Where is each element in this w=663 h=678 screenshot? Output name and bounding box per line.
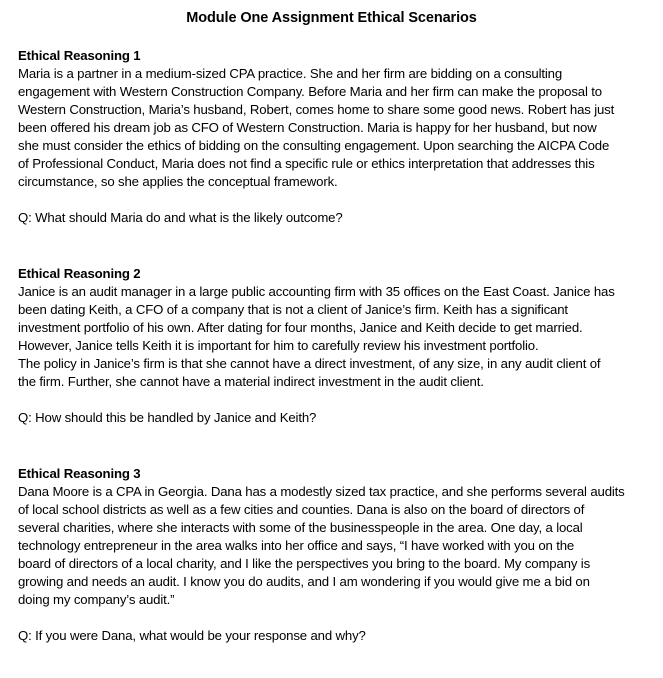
body-line: technology entrepreneur in the area walks into her office and says, “I have worked with you on the [18,538,575,553]
body-line: However, Janice tells Keith it is important for him to carefully review his investment portfolio. [18,338,539,353]
body-line: Janice is an audit manager in a large public accounting firm with 35 offices on the East Coast. Janice has [18,284,615,299]
body-line: Western Construction, Maria’s husband, Robert, comes home to share some good news. Robert has just [18,102,615,117]
body-line: board of directors of a local charity, and I like the perspectives you bring to the board. My company is [18,556,591,571]
scenario-question: Q: How should this be handled by Janice and Keith? [18,410,317,425]
body-line: Maria is a partner in a medium-sized CPA practice. She and her firm are bidding on a consulting [18,66,563,81]
body-line: Dana Moore is a CPA in Georgia. Dana has a modestly sized tax practice, and she performs several audits [18,484,625,499]
body-line: she must consider the ethics of bidding on the consulting engagement. Upon searching the AICPA Code [18,138,610,153]
scenario-2 [18,265,653,427]
body-line: The policy in Janice’s firm is that she cannot have a direct investment, of any size, in any audit client of [18,356,601,371]
body-line: several charities, where she interacts with some of the businesspeople in the area. One day, a local [18,520,583,535]
scenario-body [18,65,653,191]
scenario-heading: Ethical Reasoning 2 [18,266,141,281]
body-line: doing my company’s audit.” [18,592,175,607]
scenario-3 [18,465,653,645]
scenario-question: Q: What should Maria do and what is the likely outcome? [18,210,343,225]
scenario-1 [18,47,653,227]
scenario-heading: Ethical Reasoning 1 [18,48,141,63]
scenario-heading: Ethical Reasoning 3 [18,466,141,481]
body-line: of Professional Conduct, Maria does not find a specific rule or ethics interpretation that addresses this [18,156,595,171]
body-line: of local school districts as well as a few cities and counties. Dana is also on the board of directors of [18,502,585,517]
body-line: circumstance, so she applies the conceptual framework. [18,174,338,189]
body-line: engagement with Western Construction Company. Before Maria and her firm can make the proposal to [18,84,602,99]
body-line: been offered his dream job as CFO of Western Construction. Maria is happy for her husband, but now [18,120,597,135]
body-line: growing and needs an audit. I know you do audits, and I am wondering if you would give me a bid on [18,574,590,589]
document-title: Module One Assignment Ethical Scenarios [186,10,477,26]
body-line: been dating Keith, a CFO of a company that is not a client of Janice’s firm. Keith has a significant [18,302,568,317]
scenario-body [18,283,653,391]
body-line: the firm. Further, she cannot have a material indirect investment in the audit client. [18,374,484,389]
scenario-body [18,483,653,609]
body-line: investment portfolio of his own. After dating for four months, Janice and Keith decide to get married. [18,320,583,335]
scenario-question: Q: If you were Dana, what would be your response and why? [18,628,366,643]
